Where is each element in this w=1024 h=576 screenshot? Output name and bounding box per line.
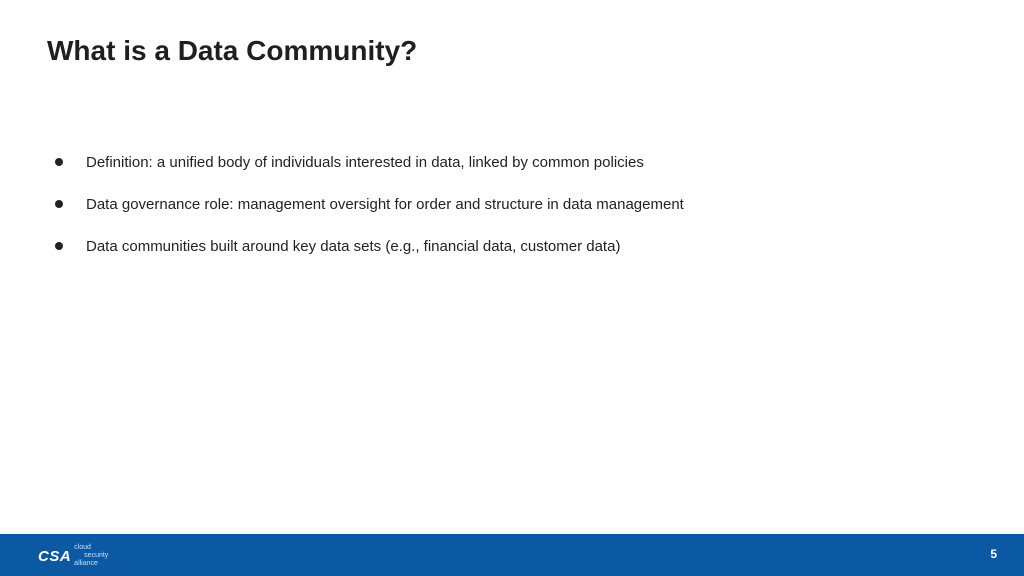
bullet-text: Definition: a unified body of individuals interested in data, linked by common policies [86, 153, 644, 171]
bullet-dot-icon [55, 158, 63, 166]
logo-word: security [84, 552, 109, 559]
slide-title: What is a Data Community? [47, 35, 418, 66]
logo-word: cloud [74, 544, 91, 551]
bullet-dot-icon [55, 200, 63, 208]
footer-bar [0, 534, 1024, 576]
bullet-item [55, 192, 684, 216]
bullet-text: Data governance role: management oversight for order and structure in data management [86, 195, 684, 213]
bullet-dot-icon [55, 242, 63, 250]
logo-wordmark [74, 544, 108, 568]
bullet-list [55, 150, 684, 276]
logo-mark: CSA [38, 547, 72, 565]
csa-logo [38, 542, 108, 570]
bullet-item [55, 234, 684, 258]
page-number: 5 [990, 547, 997, 561]
logo-word: alliance [74, 560, 98, 567]
bullet-text: Data communities built around key data sets (e.g., financial data, customer data) [86, 237, 621, 255]
bullet-item [55, 150, 684, 174]
